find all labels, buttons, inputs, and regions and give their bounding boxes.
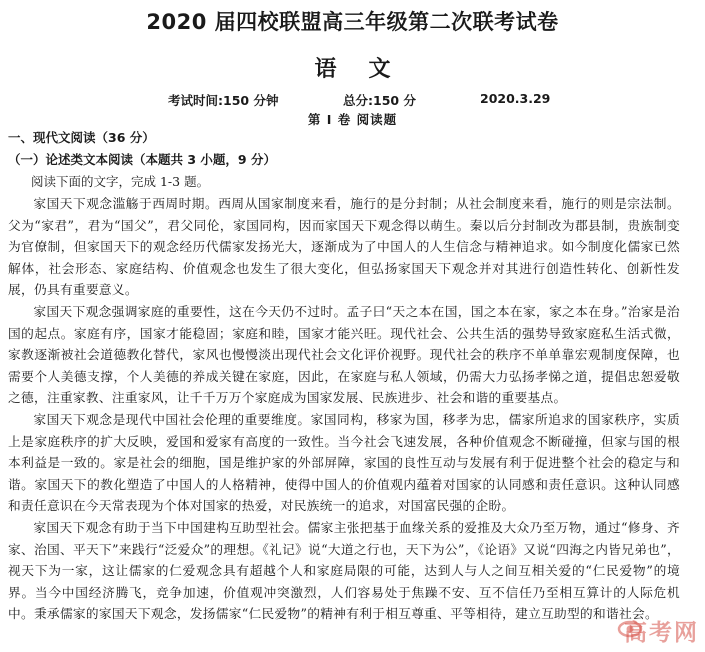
passage-paragraph: 家国天下观念滥觞于西周时期。西周从国家制度来看，施行的是分封制；从社会制度来看，施行的则是宗法制。父为“家君”，君为“国父”，君父同伦，家国同构，因而家国天下观念得以萌生。秦以后分封制改为郡县制，贵族制变为官僚制，但家国天下的观念经历代儒家发扬光大，逐渐成为了中国人的人生信念与精神追求。如今制度化儒家已然解体，社会形态、家庭结构、价值观念也发生了很大变化，但弘扬家国天下观念并对其进行创造性转化、创新性发展，仍具有重要意义。 [8, 196, 680, 298]
exam-title: 2020 届四校联盟高三年级第二次联考试卷 [146, 10, 559, 34]
passage-paragraph: 家国天下观念强调家庭的重要性，这在今天仍不过时。孟子曰“天之本在国，国之本在家，家之本在身。”治家是治国的起点。家庭有序，国家才能稳固；家庭和睦，国家才能兴旺。现代社会、公共生活的强势导致家庭私生活式微，家教逐渐被社会道德教化替代，家风也慢慢淡出现代社会文化评价视野。现代社会的秩序不单单靠宏观制度保障，也需要个人美德支撑，个人美德的养成关键在家庭，因此，在家庭与私人领域，仍需大力弘扬孝悌之道，提倡忠恕爱敬之德，注重家教、注重家风，让千千万万个家庭成为国家发展、民族进步、社会和谐的重要基点。 [8, 303, 680, 406]
total-score: 总分:150 分 [343, 93, 416, 108]
reading-instruction: 阅读下面的文字，完成 1-3 题。 [31, 174, 210, 189]
subject-title: 语文 [314, 57, 423, 82]
subsection-heading: （一）论述类文本阅读（本题共 3 小题，9 分） [8, 152, 276, 167]
part-title: 第 I 卷 阅读题 [307, 112, 398, 127]
exam-time: 考试时间:150 分钟 [168, 93, 279, 108]
exam-date: 2020.3.29 [480, 91, 551, 106]
watermark [603, 614, 699, 644]
passage-paragraph: 家国天下观念有助于当下中国建构互助型社会。儒家主张把基于血缘关系的爱推及大众乃至万物，通过“修身、齐家、治国、平天下”来践行“泛爱众”的理想。《礼记》说“大道之行也，天下为公”，《论语》又说“四海之内皆兄弟也”，视天下为一家，这让儒家的仁爱观念具有超越个人和家庭局限的可能，达到人与人之间互相关爱的“仁民爱物”的境界。当今中国经济腾飞，竞争加速，价值观冲突激烈，人们容易处于焦躁不安、互不信任乃至相互算计的人际危机中。秉承儒家的家国天下观念，发扬儒家“仁民爱物”的精神有利于相互尊重、平等相待，建立互助型的和谐社会。 [8, 519, 680, 622]
passage-paragraph: 家国天下观念是现代中国社会伦理的重要维度。家国同构，移家为国，移孝为忠，儒家所追求的国家秩序，实质上是家庭秩序的扩大反映，爱国和爱家有高度的一致性。当今社会飞速发展，各种价值观念不断碰撞，但家与国的根本利益是一致的。家是社会的细胞，国是维护家的外部屏障，家国的良性互动与发展有利于促进整个社会的稳定与和谐。家国天下的教化塑造了中国人的人格精神，使得中国人的价值观内蕴着对国家的认同感和责任意识。这种认同感和责任意识在今天常表现为个体对国家的热爱，对民族统一的追求，对国富民强的企盼。 [8, 411, 680, 514]
watermark-text: 高考网 [624, 620, 699, 646]
section-heading: 一、现代文阅读（36 分） [8, 130, 155, 145]
reading-passage [8, 193, 680, 625]
